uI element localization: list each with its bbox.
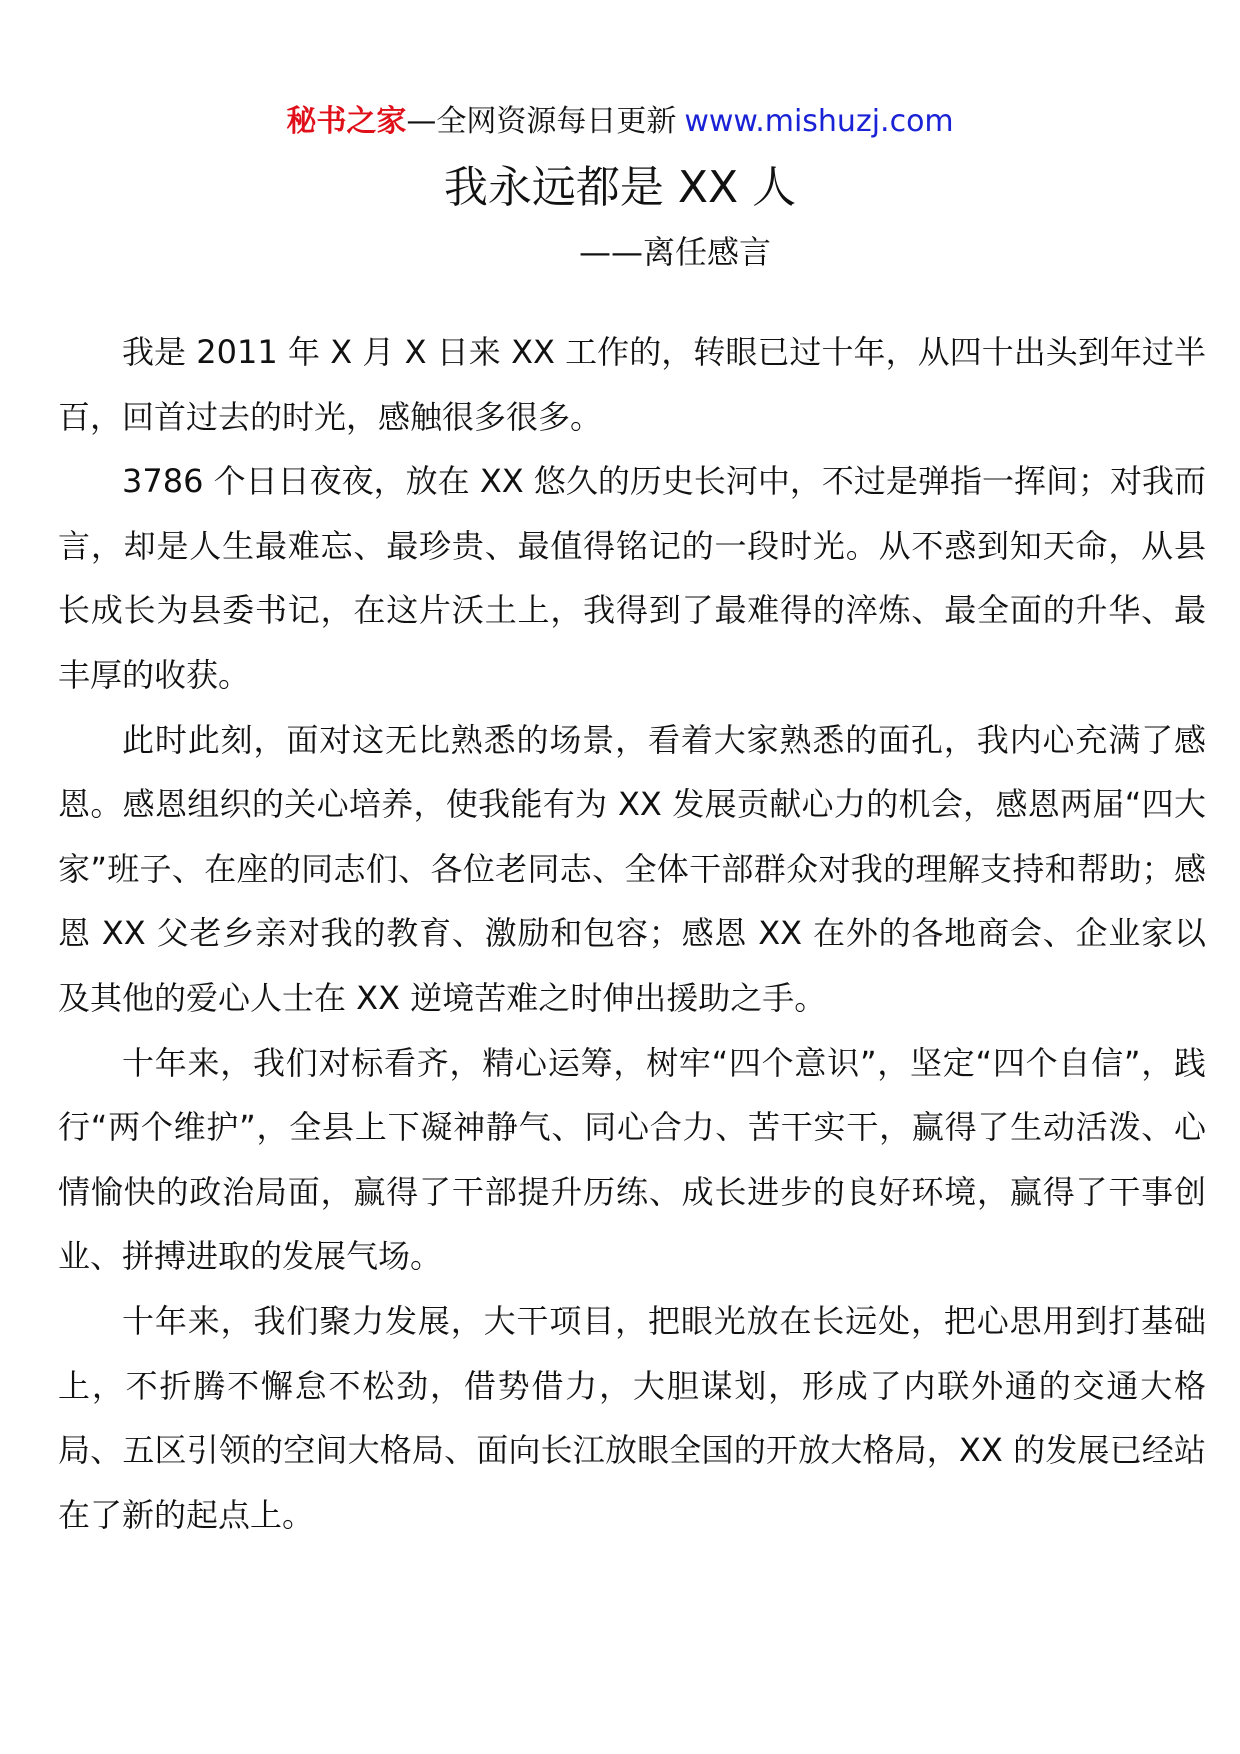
brand-name: 秘书之家 <box>286 104 407 139</box>
paragraph-1: 我是 2011 年 X 月 X 日来 XX 工作的，转眼已过十年，从四十出头到年过半百，回首过去的时光，感触很多很多。 <box>58 333 1206 436</box>
document-title: 我永远都是 XX 人 <box>443 162 797 213</box>
paragraph-3: 此时此刻，面对这无比熟悉的场景，看着大家熟悉的面孔，我内心充满了感恩。感恩组织的关心培养，使我能有为 XX 发展贡献心力的机会，感恩两届“四大家”班子、在座的同志们、各位老同志、全体干部群众对我的理解支持和帮助；感恩 XX 父老乡亲对我的教育、激励和包容；感恩 XX 在外的各地商会、企业家以及其他的爱心人士在 XX 逆境苦难之时伸出援助之手。 <box>58 720 1206 1017</box>
paragraph-5: 十年来，我们聚力发展，大干项目，把眼光放在长远处，把心思用到打基础上，不折腾不懈怠不松劲，借势借力，大胆谋划，形成了内联外通的交通大格局、五区引领的空间大格局、面向长江放眼全国的开放大格局，XX 的发展已经站在了新的起点上。 <box>58 1301 1206 1534</box>
header-slogan: 全网资源每日更新 <box>436 104 677 139</box>
paragraph-2: 3786 个日日夜夜，放在 XX 悠久的历史长河中，不过是弹指一挥间；对我而言，却是人生最难忘、最珍贵、最值得铭记的一段时光。从不惑到知天命，从县长成长为县委书记，在这片沃土上，我得到了最难得的淬炼、最全面的升华、最丰厚的收获。 <box>58 462 1206 694</box>
document-body <box>58 320 1206 1547</box>
site-header <box>0 102 1240 142</box>
site-url-link[interactable]: www.mishuzj.com <box>684 104 954 139</box>
header-dash: — <box>406 104 437 139</box>
paragraph-4: 十年来，我们对标看齐，精心运筹，树牢“四个意识”，坚定“四个自信”，践行“两个维护”，全县上下凝神静气、同心合力、苦干实干，赢得了生动活泼、心情愉快的政治局面，赢得了干部提升历练、成长进步的良好环境，赢得了干事创业、拼搏进取的发展气场。 <box>58 1043 1206 1276</box>
document-subtitle: ——离任感言 <box>578 233 771 271</box>
